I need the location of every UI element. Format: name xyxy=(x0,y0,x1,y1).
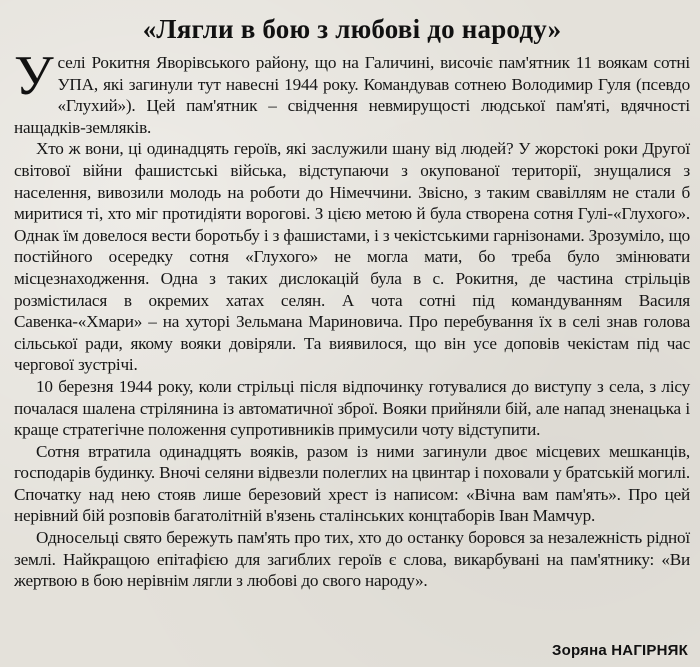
paragraph-text: селі Рокитня Яворівського району, що на Галичині, височіє пам'ятник 11 воякам сотні УПА, які загинули тут навесні 1944 року. Командував сотнею Володимир Гуля (псевдо «Глухий»). Цей пам'ятник – свідчення невмирущості людської пам'яті, вдячності нащадків-земляків. xyxy=(14,53,690,137)
author-byline: Зоряна НАГІРНЯК xyxy=(552,642,688,659)
article-paragraph-2: Хто ж вони, ці одинадцять героїв, які заслужили шану від людей? У жорстокі роки Другої світової війни фашистські війська, відступаючи з окупованої території, знущалися з населення, вивозили молодь на роботи до Німеччини. Звісно, з таким свавіллям не стали б миритися ті, хто міг протидіяти ворогові. З цією метою й була створена сотня Гулі-«Глухого». Однак їм довелося вести боротьбу і з фашистами, і з чекістськими гарнізонами. Зрозуміло, що постійного осередку сотня «Глухого» не могла мати, бо треба було змінювати місцезнаходження. Одна з таких дислокацій була в с. Рокитня, де частина стрільців розмістилася в окремих хатах селян. А чота сотні під командуванням Василя Савенка-«Хмари» – на хуторі Зельмана Мариновича. Про перебування їх в селі знав голова сільської ради, якому вояки довіряли. Та виявилося, що він усе доповів чекістам під час чергової зустрічі. xyxy=(14,139,690,375)
article-paragraph-4: Сотня втратила одинадцять вояків, разом із ними загинули двоє місцевих мешканців, господарів будинку. Вночі селяни відвезли полеглих на цвинтар і поховали у братській могилі. Спочатку над нею стояв лише березовий хрест із написом: «Вічна вам пам'ять». Про цей нерівний бій розповів багатолітній в'язень сталінських концтаборів Іван Мамчур. xyxy=(14,441,690,526)
article-headline: «Лягли в бою з любові до народу» xyxy=(142,14,562,44)
article-paragraph-5: Односельці свято бережуть пам'ять про тих, хто до останку боровся за незалежність рідної землі. Найкращою епітафією для загиблих героїв є слова, викарбувані на пам'ятнику: «Ви жертвою в бою нерівнім лягли з любові до свого народу». xyxy=(14,528,690,591)
article-paragraph-1 xyxy=(14,45,690,138)
article-paragraph-3: 10 березня 1944 року, коли стрільці після відпочинку готувалися до виступу з села, з лісу почалася шалена стрілянина із автоматичної зброї. Вояки прийняли бій, але напад зненацька і краще стратегічне положення супротивників примусили чоту відступити. xyxy=(14,376,690,440)
article-body xyxy=(14,45,690,592)
drop-cap: У xyxy=(14,45,54,107)
